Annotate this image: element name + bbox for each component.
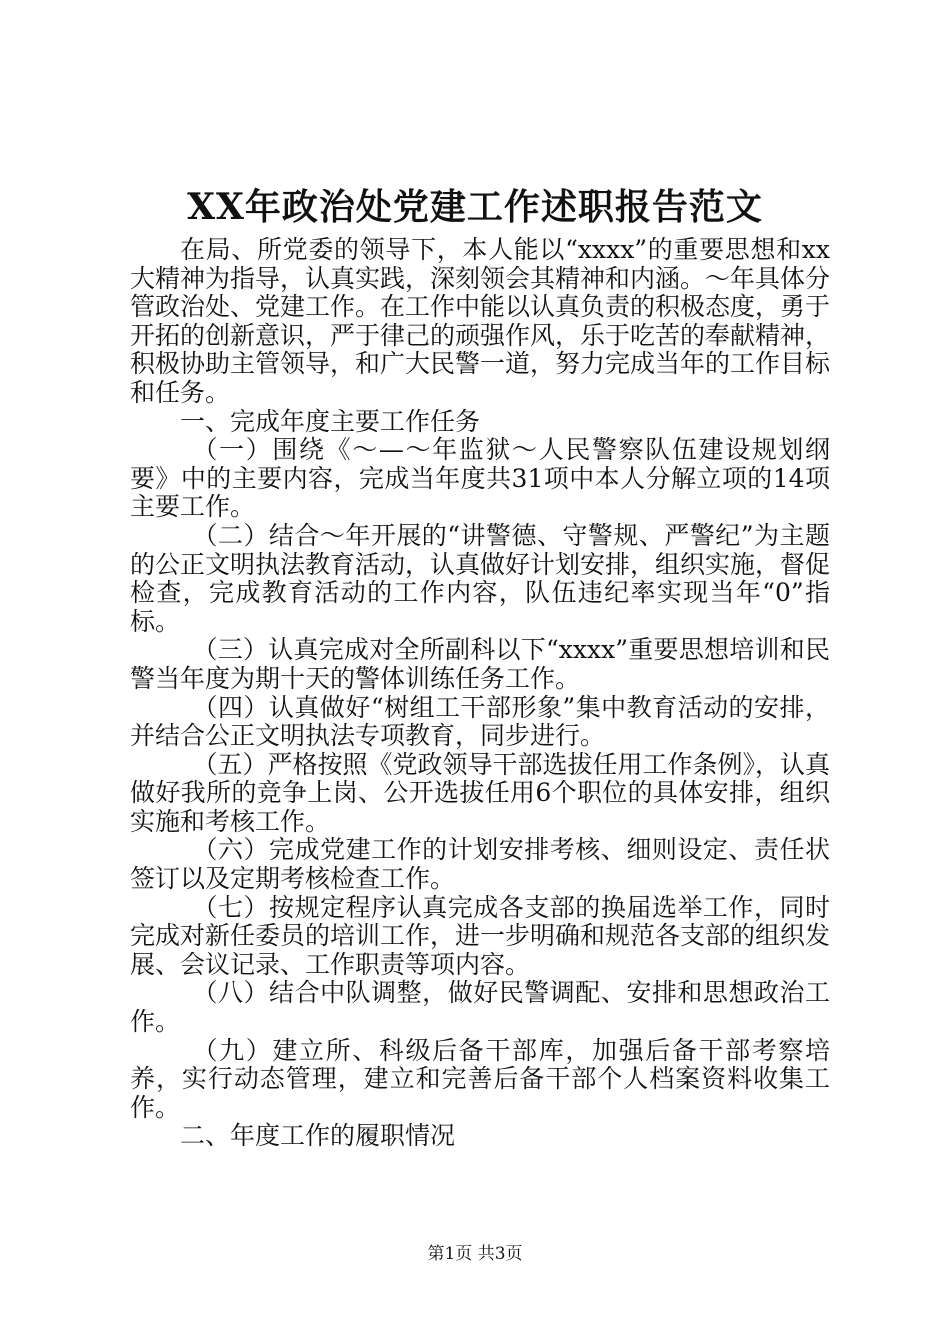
- task-item-1: （一）围绕《～—～年监狱～人民警察队伍建设规划纲要》中的主要内容，完成当年度共31项中本人分解立项的14项主要工作。: [130, 435, 830, 522]
- page-footer: 第1页 共3页: [427, 1244, 523, 1264]
- document-body: [130, 236, 830, 1151]
- task-item-7: （七）按规定程序认真完成各支部的换届选举工作，同时完成对新任委员的培训工作，进一步明确和规范各支部的组织发展、会议记录、工作职责等项内容。: [130, 892, 831, 979]
- task-item-5: （五）严格按照《党政领导干部选拔任用工作条例》，认真做好我所的竞争上岗、公开选拔任用6个职位的具体安排，组织实施和考核工作。: [130, 749, 831, 836]
- document-title: XX年政治处党建工作述职报告范文: [187, 186, 763, 228]
- task-item-2: （二）结合～年开展的“讲警德、守警规、严警纪”为主题的公正文明执法教育活动，认真做好计划安排，组织实施，督促检查，完成教育活动的工作内容，队伍违纪率实现当年“0”指标。: [130, 520, 831, 636]
- section-heading-1: 一、完成年度主要工作任务: [180, 406, 481, 436]
- task-item-6: （六）完成党建工作的计划安排考核、细则设定、责任状签订以及定期考核检查工作。: [130, 835, 830, 894]
- task-item-9: （九）建立所、科级后备干部库，加强后备干部考察培养，实行动态管理，建立和完善后备干部个人档案资料收集工作。: [130, 1035, 830, 1122]
- section-heading-2: 二、年度工作的履职情况: [180, 1121, 456, 1151]
- task-item-8: （八）结合中队调整，做好民警调配、安排和思想政治工作。: [130, 978, 830, 1037]
- task-item-4: （四）认真做好“树组工干部形象”集中教育活动的安排，并结合公正文明执法专项教育，同步进行。: [130, 692, 830, 751]
- task-item-3: （三）认真完成对全所副科以下“xxxx”重要思想培训和民警当年度为期十天的警体训练任务工作。: [130, 635, 830, 693]
- intro-paragraph: 在局、所党委的领导下，本人能以“xxxx”的重要思想和xx大精神为指导，认真实践，深刻领会其精神和内涵。～年具体分管政治处、党建工作。在工作中能以认真负责的积极态度，勇于开拓的创新意识，严于律己的顽强作风，乐于吃苦的奉献精神，积极协助主管领导，和广大民警一道，努力完成当年的工作目标和任务。: [130, 235, 831, 407]
